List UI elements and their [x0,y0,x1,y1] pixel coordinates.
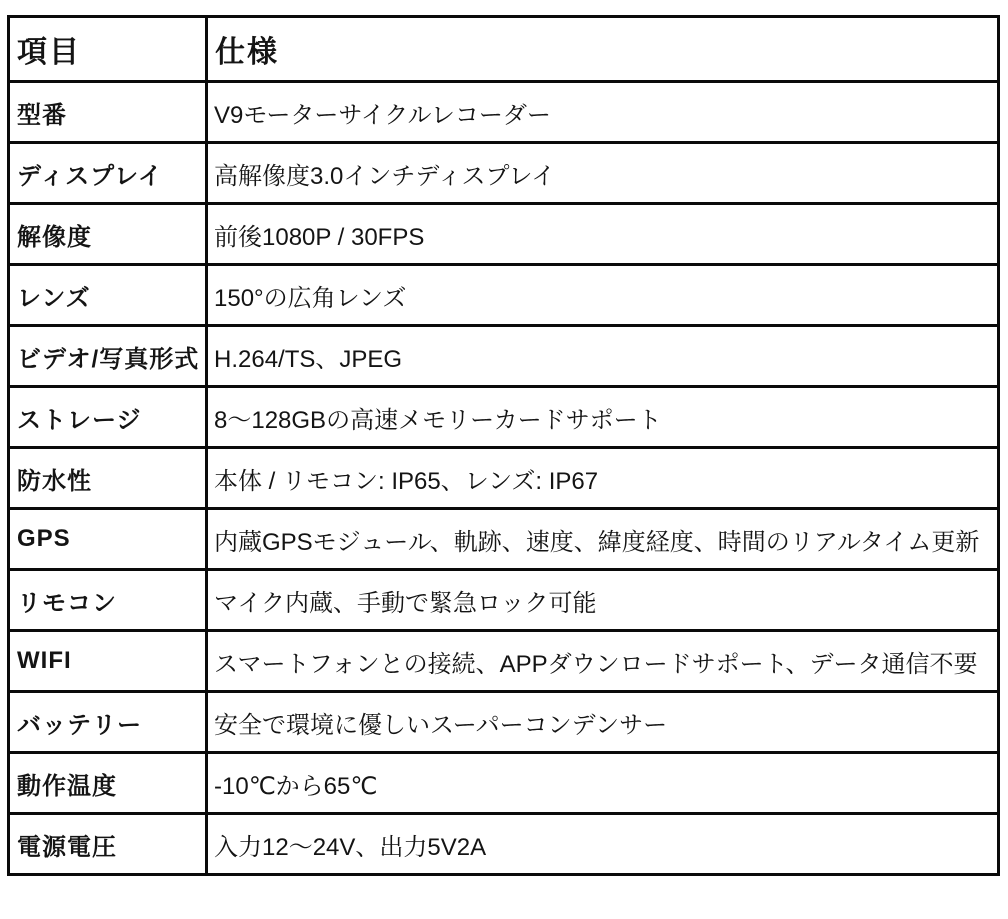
spec-cell: 前後1080P / 30FPS [207,204,999,265]
table-row-display [9,143,999,204]
spec-cell: 8〜128GBの高速メモリーカードサポート [207,387,999,448]
item-cell: ストレージ [9,387,207,448]
spec-table [7,15,1000,876]
table-row-waterproof [9,448,999,509]
header-spec-cell: 仕様 [207,17,999,82]
table-row-operating-temp [9,753,999,814]
item-cell: 電源電圧 [9,814,207,875]
spec-cell: H.264/TS、JPEG [207,326,999,387]
spec-cell: 内蔵GPSモジュール、軌跡、速度、緯度経度、時間のリアルタイム更新 [207,509,999,570]
table-row-lens [9,265,999,326]
item-cell: 型番 [9,82,207,143]
spec-cell: 高解像度3.0インチディスプレイ [207,143,999,204]
spec-cell: 安全で環境に優しいスーパーコンデンサー [207,692,999,753]
spec-cell: スマートフォンとの接続、APPダウンロードサポート、データ通信不要 [207,631,999,692]
table-row-wifi [9,631,999,692]
table-row-storage [9,387,999,448]
spec-cell: 150°の広角レンズ [207,265,999,326]
spec-table-body [9,82,999,875]
item-cell: 防水性 [9,448,207,509]
spec-table-header [9,17,999,82]
table-row-resolution [9,204,999,265]
item-cell: 解像度 [9,204,207,265]
table-row-gps [9,509,999,570]
spec-cell: -10℃から65℃ [207,753,999,814]
table-row-power-voltage [9,814,999,875]
item-cell: 動作温度 [9,753,207,814]
table-header-row [9,17,999,82]
item-cell: バッテリー [9,692,207,753]
table-row-battery [9,692,999,753]
spec-cell: V9モーターサイクルレコーダー [207,82,999,143]
item-cell: WIFI [9,631,207,692]
item-cell: ディスプレイ [9,143,207,204]
spec-cell: 入力12〜24V、出力5V2A [207,814,999,875]
item-cell: リモコン [9,570,207,631]
table-row-remote [9,570,999,631]
spec-cell: 本体 / リモコン: IP65、レンズ: IP67 [207,448,999,509]
table-row-video-format [9,326,999,387]
table-row-model [9,82,999,143]
item-cell: GPS [9,509,207,570]
item-cell: レンズ [9,265,207,326]
item-cell: ビデオ/写真形式 [9,326,207,387]
header-item-cell: 項目 [9,17,207,82]
spec-cell: マイク内蔵、手動で緊急ロック可能 [207,570,999,631]
